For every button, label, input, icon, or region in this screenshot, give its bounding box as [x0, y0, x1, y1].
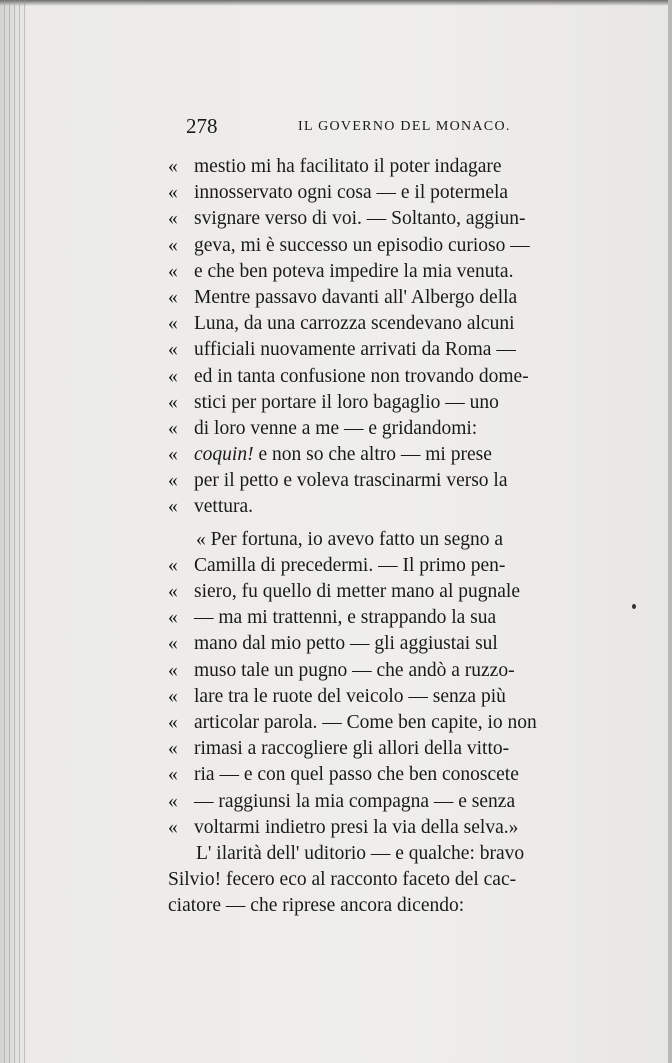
- text-line: [168, 285, 602, 311]
- text-line: [168, 154, 602, 180]
- text-line: [168, 762, 602, 788]
- line-text: rimasi a raccogliere gli allori della vitto-: [194, 738, 510, 760]
- line-text: di loro venne a me — e gridandomi:: [194, 417, 478, 439]
- guillemet: «: [168, 633, 178, 655]
- line-text: voltarmi indietro presi la via della selva.»: [194, 816, 519, 838]
- line-text: ed in tanta confusione non trovando dome-: [194, 365, 529, 387]
- guillemet: «: [168, 764, 178, 786]
- binding-edge: [4, 0, 26, 1063]
- guillemet: «: [168, 365, 178, 387]
- line-text: articolar parola. — Come ben capite, io non: [194, 711, 537, 733]
- line-text: Mentre passavo davanti all' Albergo della: [194, 286, 518, 308]
- guillemet: «: [168, 581, 178, 602]
- guillemet: «: [168, 234, 178, 256]
- guillemet: «: [168, 790, 178, 812]
- text-line: [168, 364, 602, 390]
- guillemet: «: [168, 208, 178, 230]
- guillemet: «: [168, 339, 178, 361]
- guillemet: «: [168, 286, 178, 308]
- guillemet: «: [168, 260, 178, 282]
- text-line: [168, 710, 602, 736]
- text-line: [168, 494, 602, 520]
- guillemet: «: [168, 711, 178, 733]
- page-top-shadow: [0, 0, 672, 6]
- guillemet: «: [168, 607, 178, 629]
- text-line: [168, 815, 602, 841]
- paragraph-3: [168, 867, 602, 919]
- line-text: muso tale un pugno — che andò a ruzzo-: [194, 659, 515, 681]
- line-text: mestio mi ha facilitato il poter indagare: [194, 156, 502, 177]
- line-text: vettura.: [194, 496, 254, 518]
- text-line: [168, 390, 602, 416]
- guillemet: «: [168, 738, 178, 760]
- guillemet: «: [168, 554, 178, 576]
- paragraph-3-first-line: L' ilarità dell' uditorio — e qualche: bravo: [196, 842, 525, 864]
- body-text: [168, 154, 602, 919]
- paragraph-1-end: [168, 468, 602, 520]
- line-text: mano dal mio petto — gli aggiustai sul: [194, 633, 498, 655]
- guillemet: «: [168, 156, 178, 177]
- line-text: per il petto e voleva trascinarmi verso la: [194, 470, 508, 492]
- text-line: [168, 311, 602, 337]
- guillemet: «: [168, 391, 178, 413]
- line-text: geva, mi è successo un episodio curioso —: [194, 234, 530, 256]
- guillemet: «: [168, 659, 178, 681]
- line-text: svignare verso di voi. — Soltanto, aggiun-: [194, 208, 526, 230]
- text-line: [168, 684, 602, 710]
- guillemet: «: [168, 313, 178, 335]
- text-line: [168, 658, 602, 684]
- line-text: Camilla di precedermi. — Il primo pen-: [194, 554, 506, 576]
- text-line-coquin: [168, 442, 602, 468]
- line-rest: e non so che altro — mi prese: [253, 444, 492, 466]
- guillemet: «: [168, 417, 178, 439]
- text-line: [168, 789, 602, 815]
- text-line: [168, 180, 602, 206]
- line-text: innosservato ogni cosa — e il potermela: [194, 182, 509, 204]
- paragraph-2: [168, 553, 602, 841]
- text-line: [168, 605, 602, 631]
- line-text: ufficiali nuovamente arrivati da Roma —: [194, 339, 516, 361]
- page-right-edge: [668, 0, 672, 1063]
- text-line: ciatore — che riprese ancora dicendo:: [168, 895, 465, 917]
- guillemet: «: [168, 685, 178, 707]
- italic-word: coquin!: [194, 444, 254, 466]
- text-line: [168, 233, 602, 259]
- line-text: lare tra le ruote del veicolo — senza più: [194, 685, 506, 707]
- paragraph-1: [168, 154, 602, 442]
- text-line: [168, 259, 602, 285]
- text-line: [168, 468, 602, 494]
- text-line: Silvio! fecero eco al racconto faceto del cac-: [168, 869, 517, 891]
- page-number: 278: [186, 114, 218, 138]
- line-text: — raggiunsi la mia compagna — e senza: [194, 790, 516, 812]
- guillemet: «: [168, 496, 178, 518]
- line-text: ria — e con quel passo che ben conoscete: [194, 764, 519, 786]
- running-head: IL GOVERNO DEL MONACO.: [298, 119, 511, 134]
- line-text: Luna, da una carrozza scendevano alcuni: [194, 313, 515, 335]
- text-line: [168, 206, 602, 232]
- page-header: [186, 114, 526, 144]
- line-text: e che ben poteva impedire la mia venuta.: [194, 260, 514, 282]
- text-line: [168, 416, 602, 442]
- guillemet: «: [168, 182, 178, 204]
- line-text: siero, fu quello di metter mano al pugnale: [194, 581, 520, 602]
- line-text: stici per portare il loro bagaglio — uno: [194, 391, 499, 413]
- text-line: [168, 736, 602, 762]
- line-text: — ma mi trattenni, e strappando la sua: [194, 607, 497, 629]
- text-line: [168, 579, 602, 605]
- text-line: [168, 553, 602, 579]
- guillemet: «: [168, 816, 178, 838]
- guillemet: «: [168, 470, 178, 492]
- paragraph-2-first-line: « Per fortuna, io avevo fatto un segno a: [196, 528, 504, 550]
- text-line: [168, 337, 602, 363]
- text-line: [168, 631, 602, 657]
- guillemet: «: [168, 444, 178, 466]
- ink-speck: [632, 604, 636, 609]
